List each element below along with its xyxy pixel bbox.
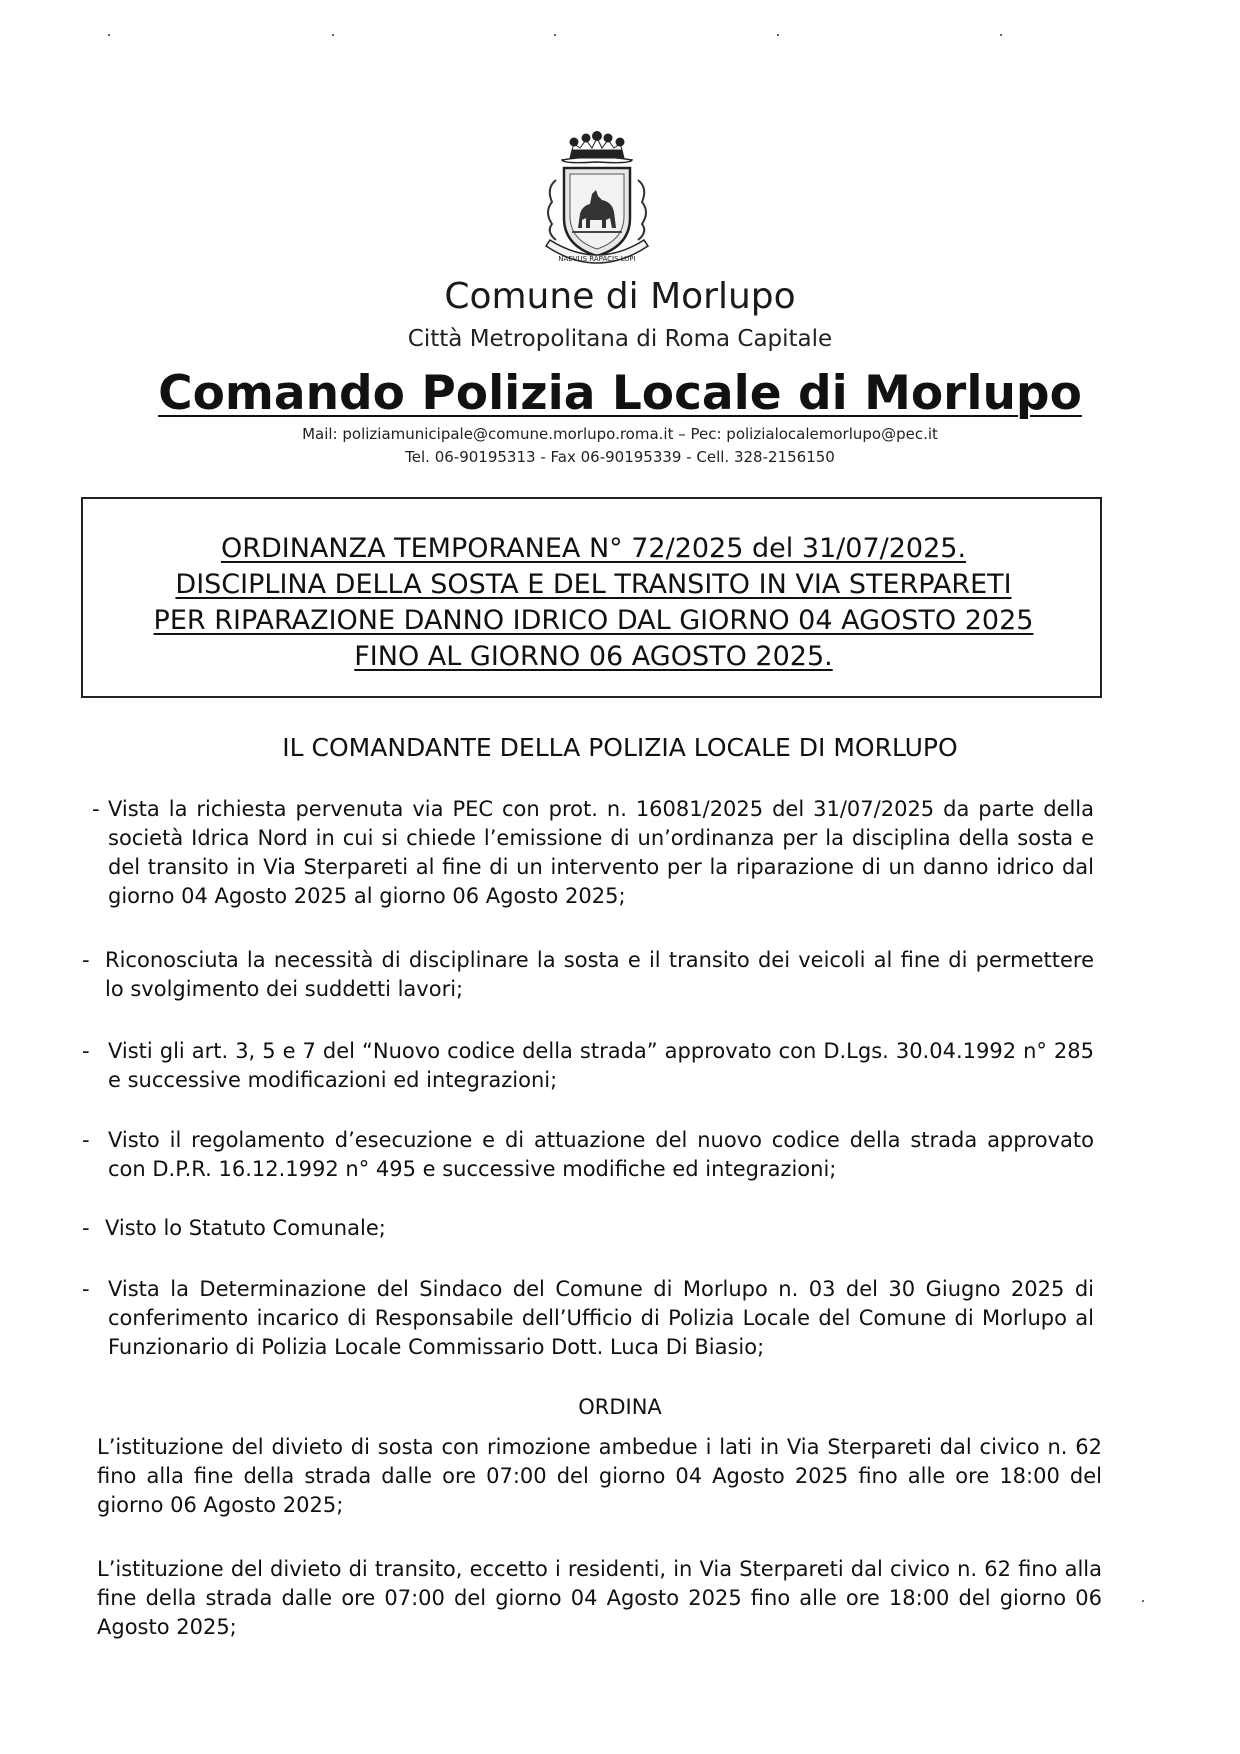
premise-text: la richiesta pervenuta via PEC con prot. n. 16081/2025 del 31/07/2025 da parte della società Idrica Nord in cui si chiede l’emissione di un’ordinanza per la disciplina della sosta e del transito in Via Sterpareti al fine di un intervento per la riparazione di un danno idrico dal giorno 04 Agosto 2025 al giorno 06 Agosto 2025; [108,797,1094,908]
premise-text: la Determinazione del Sindaco del Comune di Morlupo n. 03 del 30 Giugno 2025 di conferimento incarico di Responsabile dell’Ufficio di Polizia Locale del Comune di Morlupo al Funzionario di Polizia Locale Commissario Dott. Luca Di Biasio; [108,1277,1094,1359]
ordinance-title-line: PER RIPARAZIONE DANNO IDRICO DAL GIORNO 04 AGOSTO 2025 [153,605,1034,636]
order-paragraph: L’istituzione del divieto di sosta con rimozione ambedue i lati in Via Sterpareti dal civico n. 62 fino alla fine della strada dalle ore 07:00 del giorno 04 Agosto 2025 fino alle ore 18:00 del giorno 06 Agosto 2025; [97,1435,1102,1517]
ordina-heading: ORDINA [578,1395,662,1419]
list-dash: - [82,1277,90,1301]
scan-speck [1000,34,1002,36]
ordinance-title-line: FINO AL GIORNO 06 AGOSTO 2025. [354,641,833,672]
metropolitan-city: Città Metropolitana di Roma Capitale [407,326,833,352]
municipal-crest-icon [532,128,662,276]
list-dash: - [82,948,90,972]
list-dash: - [82,1039,90,1063]
premise-text: lo Statuto Comunale; [156,1216,386,1240]
premise-lead: Vista [108,1277,160,1301]
crest-motto: NAEVUS RAPACIS LUPI [558,255,636,263]
scan-speck [777,34,779,36]
order-paragraph: L’istituzione del divieto di transito, eccetto i residenti, in Via Sterpareti dal civico n. 62 fino alla fine della strada dalle ore 07:00 del giorno 04 Agosto 2025 fino alle ore 18:00 del giorno 06 Agosto 2025; [97,1557,1102,1639]
premise-lead: Visti [108,1039,153,1063]
contact-phones: Tel. 06-90195313 - Fax 06-90195339 - Cell. 328-2156150 [405,448,835,466]
premise-lead: Visto [105,1216,157,1240]
ordinance-title-box [81,497,1102,698]
contact-emails: Mail: poliziamunicipale@comune.morlupo.roma.it – Pec: polizialocalemorlupo@pec.it [302,425,938,443]
municipality-name: Comune di Morlupo [444,276,796,317]
premise-text: gli art. 3, 5 e 7 del “Nuovo codice della strada” approvato con D.Lgs. 30.04.1992 n° 285 e successive modificazioni ed integrazioni; [108,1039,1094,1092]
premise-lead: Vista [108,797,160,821]
ordinance-title-line: DISCIPLINA DELLA SOSTA E DEL TRANSITO IN VIA STERPARETI [175,569,1012,600]
scan-speck [108,34,110,36]
scan-speck [332,34,334,36]
ordinance-title-line: ORDINANZA TEMPORANEA N° 72/2025 del 31/07/2025. [220,533,967,564]
premise-lead: Riconosciuta [105,948,239,972]
premise-text: il regolamento d’esecuzione e di attuazione del nuovo codice della strada approvato con D.P.R. 16.12.1992 n° 495 e successive modifiche ed integrazioni; [108,1128,1094,1181]
scan-speck [554,34,556,36]
list-dash: - [92,797,100,821]
premise-lead: Visto [108,1128,160,1152]
premise-text: la necessità di disciplinare la sosta e il transito dei veicoli al fine di permettere lo svolgimento dei suddetti lavori; [105,948,1094,1001]
list-dash: - [82,1128,90,1152]
scan-speck [1142,1600,1144,1602]
command-title: Comando Polizia Locale di Morlupo [158,366,1082,421]
issuing-authority: IL COMANDANTE DELLA POLIZIA LOCALE DI MORLUPO [282,733,958,762]
list-dash: - [82,1216,90,1240]
